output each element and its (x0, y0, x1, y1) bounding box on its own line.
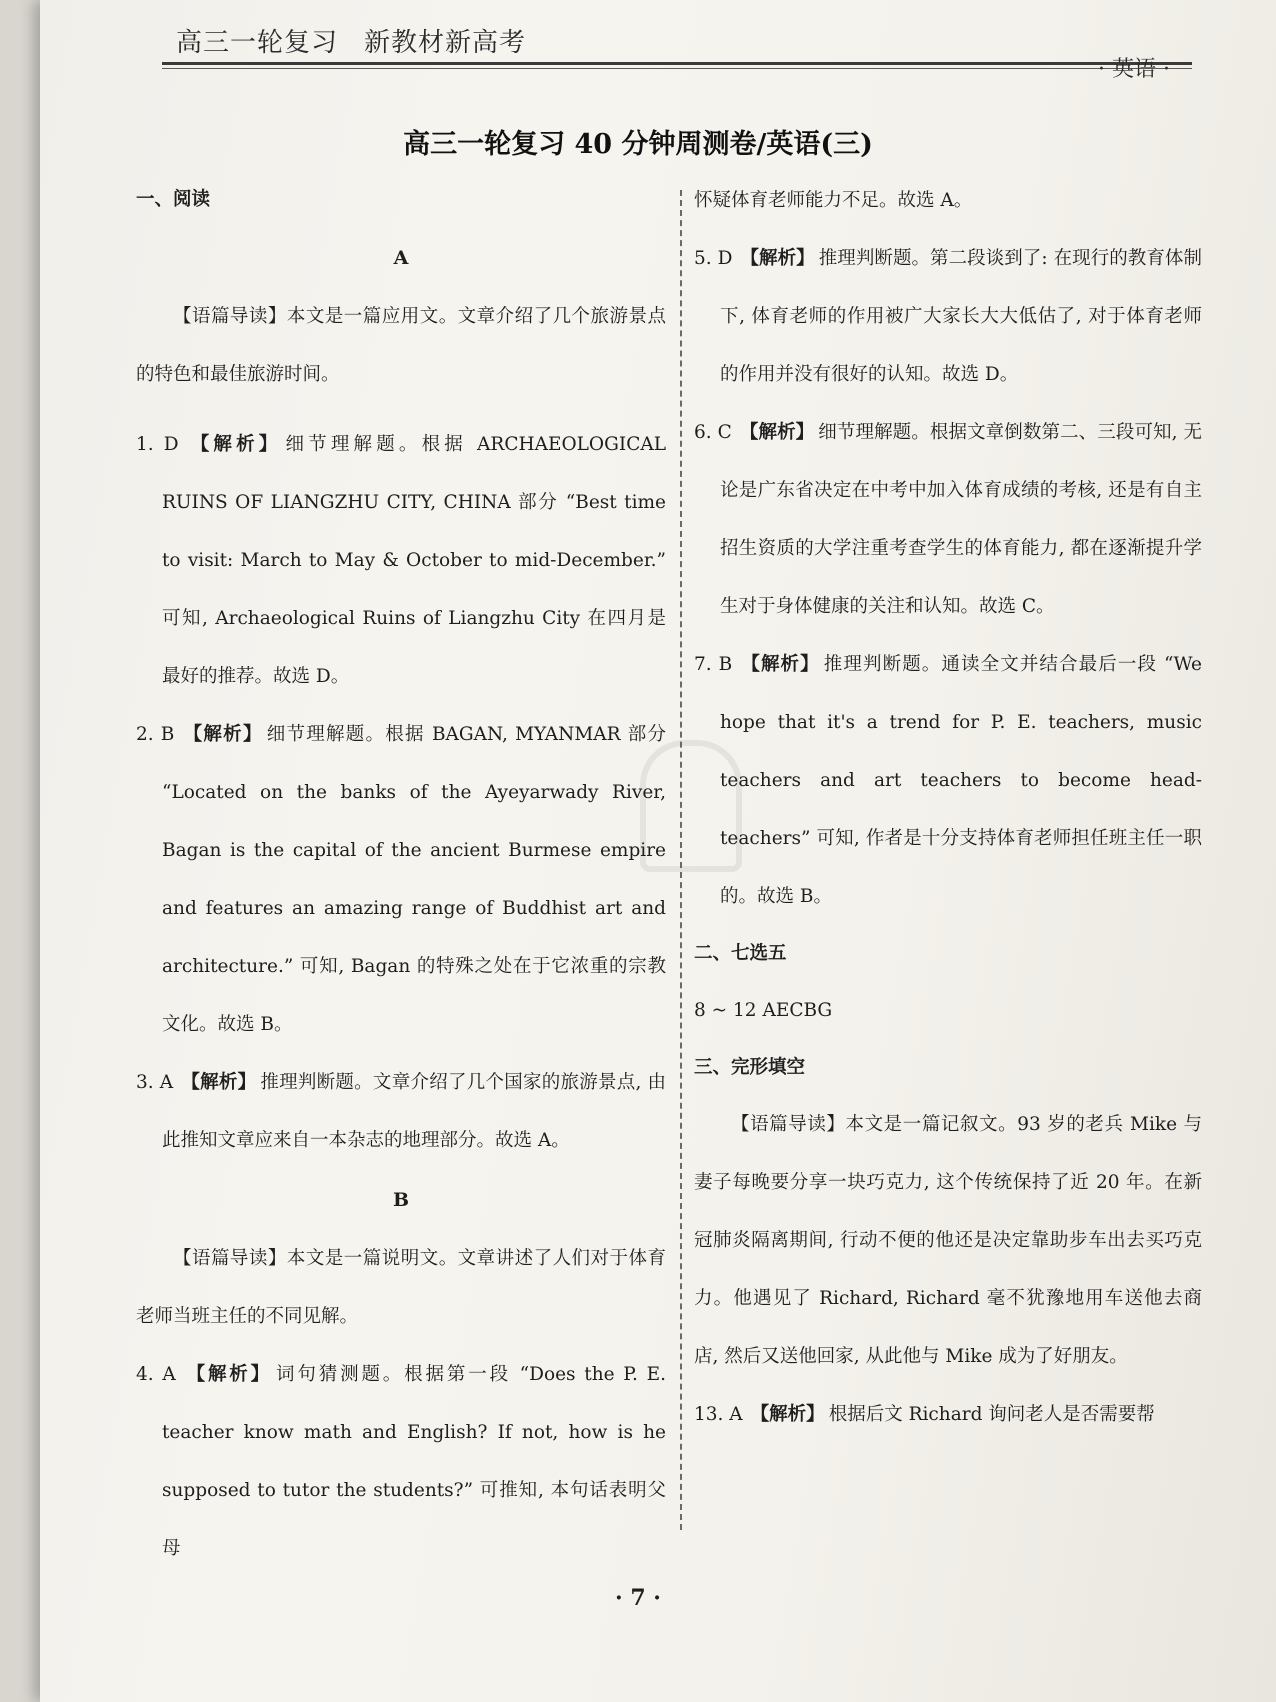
answer-6-text: 细节理解题。根据文章倒数第二、三段可知, 无论是广东省决定在中考中加入体育成绩的考核, 还是有自主招生资质的大学注重考查学生的体育能力, 都在逐渐提升学生对于身体健康的关注和认知。故选 C。 (720, 422, 1203, 617)
answer-3-num: 3. A (136, 1072, 174, 1093)
intro-b-text: 本文是一篇说明文。文章讲述了人们对于体育老师当班主任的不同见解。 (136, 1248, 666, 1327)
answer-1-num: 1. D (136, 434, 179, 455)
answer-1-tag: 【解析】 (186, 434, 282, 455)
header-rule-thin (162, 68, 1192, 69)
answer-13-num: 13. A (694, 1404, 743, 1425)
intro-cloze-text: 本文是一篇记叙文。93 岁的老兵 Mike 与妻子每晚要分享一块巧克力, 这个传统保持了近 20 年。在新冠肺炎隔离期间, 行动不便的他还是决定靠助步车出去买巧克力。他遇见了 Richard, Richard 毫不犹豫地用车送他去商店, 然后又送他回家, 从此他与 Mike 成为了好朋友。 (694, 1114, 1202, 1367)
answer-2-text: 细节理解题。根据 BAGAN, MYANMAR 部分 “Located on the banks of the Ayeyarwady River, Bagan is the capital of the ancient Burmese empire and features an amazing range of Buddhist art and architecture.” 可知, Bagan 的特殊之处在于它浓重的宗教文化。故选 B。 (162, 724, 666, 1035)
answer-2 (136, 706, 666, 1054)
header-rule (162, 62, 1192, 65)
answer-3-tag: 【解析】 (181, 1072, 257, 1093)
part-a-heading: A (393, 247, 409, 269)
answer-5-text: 推理判断题。第二段谈到了: 在现行的教育体制下, 体育老师的作用被广大家长大大低估了, 对于体育老师的作用并没有很好的认知。故选 D。 (720, 248, 1202, 385)
part-b-heading: B (392, 1189, 410, 1211)
intro-b-tag: 【语篇导读】 (173, 1248, 287, 1269)
intro-cloze (694, 1096, 1202, 1386)
answer-2-num: 2. B (136, 724, 175, 745)
answer-3 (136, 1054, 666, 1170)
header-subject: · 英语 · (1098, 57, 1170, 82)
answer-13-tag: 【解析】 (750, 1404, 825, 1425)
answer-7 (694, 636, 1202, 926)
answer-4-tag: 【解析】 (183, 1364, 273, 1385)
column-divider (680, 190, 682, 1530)
answer-4-continued: 怀疑体育老师能力不足。故选 A。 (694, 190, 973, 211)
answer-2-tag: 【解析】 (182, 724, 263, 745)
right-column (694, 172, 1202, 1444)
answer-13-text: 根据后文 Richard 询问老人是否需要帮 (828, 1404, 1155, 1425)
intro-a-text: 本文是一篇应用文。文章介绍了几个旅游景点的特色和最佳旅游时间。 (136, 306, 666, 385)
answers-8-12: 8 ~ 12 AECBG (694, 1000, 833, 1021)
header-series: 高三一轮复习 (176, 28, 339, 58)
page-number: · 7 · (615, 1585, 661, 1611)
answer-6-num: 6. C (694, 422, 732, 443)
answer-5-num: 5. D (694, 248, 733, 269)
answer-3-text: 推理判断题。文章介绍了几个国家的旅游景点, 由此推知文章应来自一本杂志的地理部分。故选 A。 (162, 1072, 666, 1151)
section-seven-choose-five-heading: 二、七选五 (694, 943, 787, 964)
section-reading-heading: 一、阅读 (136, 189, 211, 210)
answer-13 (694, 1386, 1202, 1444)
intro-cloze-tag: 【语篇导读】 (731, 1114, 846, 1135)
answer-4-num: 4. A (136, 1364, 176, 1385)
intro-a-tag: 【语篇导读】 (173, 306, 287, 327)
answer-6 (694, 404, 1202, 636)
answer-6-tag: 【解析】 (739, 422, 815, 443)
answer-5-tag: 【解析】 (740, 248, 815, 269)
header-slogan: 新教材新高考 (364, 28, 527, 58)
section-cloze-heading: 三、完形填空 (694, 1057, 806, 1078)
answer-7-tag: 【解析】 (740, 654, 820, 675)
answer-7-num: 7. B (694, 654, 733, 675)
answer-1-text: 细节理解题。根据 ARCHAEOLOGICAL RUINS OF LIANGZHU CITY, CHINA 部分 “Best time to visit: March to May & October to mid-December.” 可知, Archaeological Ruins of Liangzhu City 在四月是最好的推荐。故选 D。 (162, 434, 666, 687)
answer-1 (136, 416, 666, 706)
left-column (136, 172, 666, 1578)
answer-7-text: 推理判断题。通读全文并结合最后一段 “We hope that it's a trend for P. E. teachers, music teachers and art teachers to become head-teachers” 可知, 作者是十分支持体育老师担任班主任一职的。故选 B。 (720, 654, 1202, 907)
intro-b (136, 1230, 666, 1346)
page-title: 高三一轮复习 40 分钟周测卷/英语(三) (403, 129, 873, 160)
intro-a (136, 288, 666, 404)
answer-5 (694, 230, 1202, 404)
answer-4 (136, 1346, 666, 1578)
answer-4-text: 词句猜测题。根据第一段 “Does the P. E. teacher know math and English? If not, how is he supposed to tutor the students?” 可推知, 本句话表明父母 (162, 1364, 666, 1559)
page-header (176, 22, 552, 59)
